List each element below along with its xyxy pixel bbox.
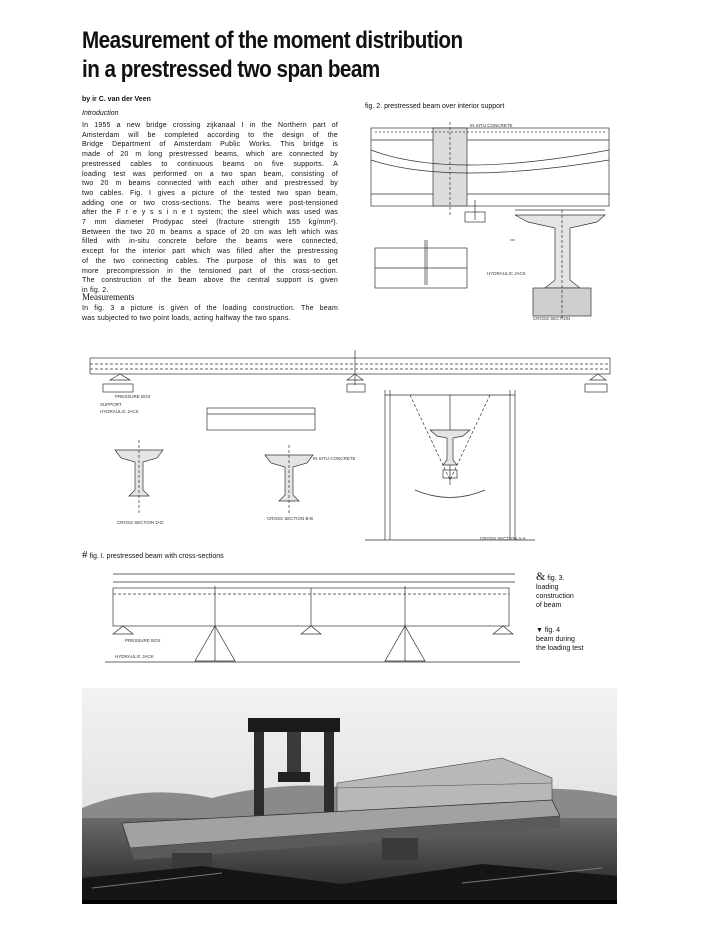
fig4-caption: [536, 626, 626, 653]
intro-heading: Introduction: [82, 110, 119, 117]
text-line: Between the two 20 m beams a space of 20 cm was left which was: [82, 228, 338, 236]
measurements-heading: Measurements: [82, 292, 135, 302]
fig1-insitu-label: IN SITU CONCRETE: [313, 456, 356, 461]
text-line: after the F r e y s s i n e t system; the steel which was used was: [82, 209, 338, 217]
byline: by ir C. van der Veen: [82, 96, 151, 103]
fig1-pressure-box-label: PRESSURE BOX: [115, 394, 151, 399]
text-line: was subjected to two point loads, acting halfway the two spans.: [82, 314, 291, 322]
text-line: two cables. Fig. I gives a picture of the tested two span beam,: [82, 189, 338, 197]
text-line: of the two connecting cables. The purpose of this was to get: [82, 257, 338, 265]
text-line: more precompression in the tensioned part of the cross-section.: [82, 267, 338, 275]
text-line: In 1955 a new bridge crossing zijkanaal I in the Northern part of: [82, 122, 338, 129]
fig1-jack-label: HYDRAULIC JACK: [100, 409, 139, 414]
text-line: made of 20 m long prestressed beams, which are connected by: [82, 151, 338, 159]
fig1-caption: fig. I. prestressed beam with cross-sections: [89, 553, 224, 560]
fig4-caption-line-2: beam during: [536, 636, 575, 643]
fig1-marker: #: [82, 549, 88, 561]
fig4-photo: [82, 688, 617, 904]
text-line: adding one or two cross-sections. The beams were post-tensioned: [82, 199, 338, 207]
fig3-caption-line-3: construction: [536, 593, 574, 600]
fig2-jack-label: HYDRAULIC JACK: [487, 271, 526, 276]
title-block: [82, 26, 525, 84]
text-line: Amsterdam will be completed according to the design of the: [82, 131, 338, 139]
article-title-line-2: in a prestressed two span beam: [82, 56, 380, 83]
fig1-section-dd-label: CROSS SECTION D-D: [117, 520, 164, 525]
intro-text: [82, 121, 338, 296]
fig2-section-label: CROSS SECTION: [533, 316, 571, 321]
text-line: Bridge Department of Amsterdam Public Works. This bridge is: [82, 141, 338, 149]
fig2-drawing: [365, 120, 615, 325]
text-line: The construction of the beam above the central support is given: [82, 277, 338, 285]
text-line: in fig. 2.: [82, 286, 109, 294]
fig3-jack-label: HYDRAULIC JACK: [115, 654, 154, 659]
fig1-section-aa-label: CROSS SECTION A-A: [480, 536, 526, 541]
text-line: filled with in-situ concrete before the beams were connected,: [82, 238, 338, 246]
fig3-drawing: [95, 566, 525, 671]
fig1-support-label: SUPPORT: [100, 402, 122, 407]
fig3-caption-line-2: loading: [536, 584, 559, 591]
fig2-insitu-label: IN SITU CONCRETE: [470, 123, 513, 128]
measurements-text: [82, 304, 338, 323]
fig3-pressure-box-label: PRESSURE BOX: [125, 638, 161, 643]
text-line: two 20 m beams connected with each other and prestressed by: [82, 180, 338, 188]
fig3-caption-line-4: of beam: [536, 602, 562, 609]
text-line: loading test was performed on a two span beam, consisting of: [82, 170, 338, 178]
fig1-section-bb-label: CROSS SECTION B-B: [267, 516, 314, 521]
fig1-drawing: [85, 340, 625, 545]
fig3-caption-line-1: fig. 3.: [547, 575, 565, 582]
article-title-line-1: Measurement of the moment distribution: [82, 27, 463, 54]
text-line: In fig. 3 a picture is given of the loading construction. The beam: [82, 305, 338, 312]
fig3-caption: [536, 569, 626, 610]
text-line: 7 mm diameter Prodурac steel (fracture strength 155 kg/mm²).: [82, 219, 338, 227]
fig4-caption-line-1: fig. 4: [544, 627, 561, 634]
text-line: prestressed cables to continuous beams on five supports. A: [82, 160, 338, 168]
fig1-caption-row: [82, 551, 224, 561]
text-line: except for the interior part which was filled after the prestressing: [82, 248, 338, 256]
fig3-marker: &: [536, 569, 546, 583]
fig4-marker: ▼: [536, 627, 543, 634]
fig2-caption: fig. 2. prestressed beam over interior support: [365, 103, 505, 110]
fig4-caption-line-3: the loading test: [536, 645, 584, 652]
